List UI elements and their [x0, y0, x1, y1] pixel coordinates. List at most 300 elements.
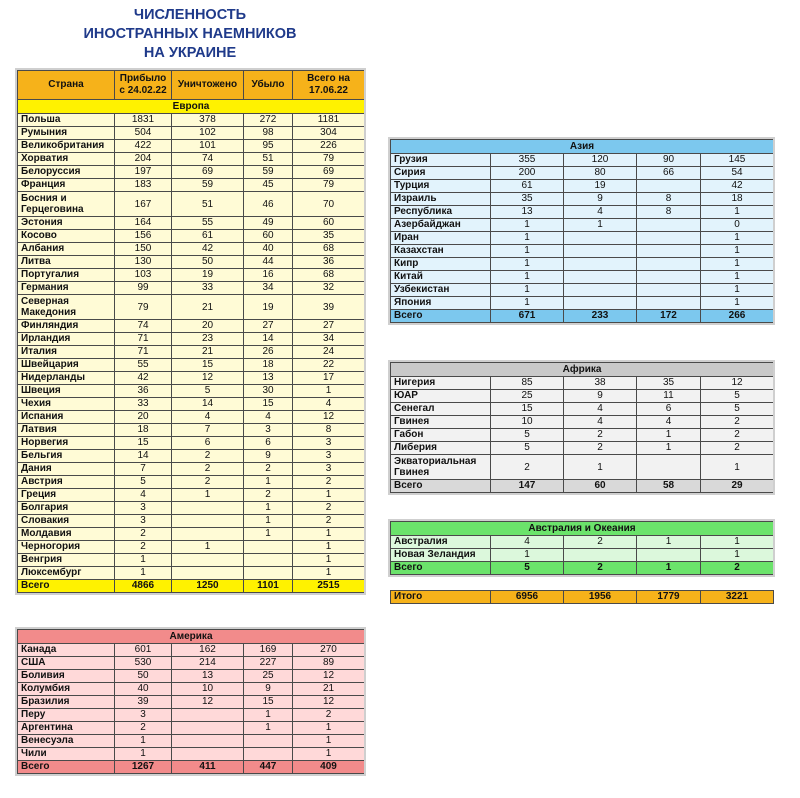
arrived-cell: 1	[491, 549, 564, 562]
arrived-cell: 2	[115, 722, 172, 735]
destroyed-cell: 214	[172, 657, 244, 670]
arrived-cell: 7	[115, 463, 172, 476]
country-cell: Бразилия	[18, 696, 115, 709]
country-cell: Нидерланды	[18, 372, 115, 385]
left-cell: 40	[244, 243, 293, 256]
total-cell: 0	[701, 219, 774, 232]
left-cell: 272	[244, 114, 293, 127]
total-cell: 1	[701, 245, 774, 258]
country-cell: Дания	[18, 463, 115, 476]
africa-table	[390, 362, 774, 493]
left-cell: 169	[244, 644, 293, 657]
table-row	[18, 385, 365, 398]
destroyed-cell: 6	[172, 437, 244, 450]
destroyed-cell: 19	[172, 269, 244, 282]
destroyed-cell: 4	[564, 206, 637, 219]
country-cell: Молдавия	[18, 528, 115, 541]
left-cell: 45	[244, 179, 293, 192]
left-cell: 44	[244, 256, 293, 269]
destroyed-cell: 2	[564, 536, 637, 549]
arrived-cell: 5	[491, 562, 564, 575]
table-row	[18, 502, 365, 515]
arrived-cell: 10	[491, 416, 564, 429]
total-cell: 1	[701, 297, 774, 310]
arrived-cell: 671	[491, 310, 564, 323]
title-line-3: НА УКРАИНЕ	[143, 45, 237, 61]
section-header	[391, 140, 774, 154]
destroyed-cell: 80	[564, 167, 637, 180]
destroyed-cell: 9	[564, 193, 637, 206]
destroyed-cell	[172, 735, 244, 748]
arrived-cell: 20	[115, 411, 172, 424]
arrived-cell: 50	[115, 670, 172, 683]
section-header	[18, 100, 365, 114]
arrived-cell: 71	[115, 333, 172, 346]
country-cell: Франция	[18, 179, 115, 192]
total-cell: 1	[293, 554, 365, 567]
left-cell	[637, 297, 701, 310]
table-row	[18, 528, 365, 541]
country-cell: Аргентина	[18, 722, 115, 735]
country-cell: Всего	[391, 310, 491, 323]
destroyed-cell: 233	[564, 310, 637, 323]
table-row	[18, 411, 365, 424]
grand-total-table	[390, 590, 774, 604]
left-cell: 4	[244, 411, 293, 424]
table-row	[18, 243, 365, 256]
country-cell: Китай	[391, 271, 491, 284]
country-cell: Канада	[18, 644, 115, 657]
total-row	[18, 580, 365, 593]
country-cell: Италия	[18, 346, 115, 359]
left-cell: 59	[244, 166, 293, 179]
left-cell: 8	[637, 206, 701, 219]
destroyed-cell: 2	[564, 429, 637, 442]
total-cell: 266	[701, 310, 774, 323]
country-cell: Итого	[391, 591, 491, 604]
destroyed-cell: 42	[172, 243, 244, 256]
country-cell: Нигерия	[391, 377, 491, 390]
section-header	[18, 630, 365, 644]
arrived-cell: 14	[115, 450, 172, 463]
arrived-cell: 2	[491, 455, 564, 480]
left-cell: 18	[244, 359, 293, 372]
country-cell: Экваториальная Гвинея	[391, 455, 491, 480]
table-row	[18, 295, 365, 320]
left-cell	[244, 554, 293, 567]
section-title: Азия	[391, 140, 774, 154]
total-cell: 5	[701, 403, 774, 416]
destroyed-cell: 10	[172, 683, 244, 696]
total-cell: 145	[701, 154, 774, 167]
table-row	[391, 536, 774, 549]
total-cell: 304	[293, 127, 365, 140]
left-cell: 2	[244, 463, 293, 476]
arrived-cell: 1	[491, 284, 564, 297]
total-cell: 1	[701, 455, 774, 480]
destroyed-cell: 1	[564, 455, 637, 480]
left-cell: 8	[637, 193, 701, 206]
total-cell: 3	[293, 450, 365, 463]
total-cell: 60	[293, 217, 365, 230]
left-cell: 35	[637, 377, 701, 390]
table-row	[391, 271, 774, 284]
total-cell: 79	[293, 179, 365, 192]
arrived-cell: 504	[115, 127, 172, 140]
destroyed-cell: 1250	[172, 580, 244, 593]
total-cell: 68	[293, 269, 365, 282]
destroyed-cell: 378	[172, 114, 244, 127]
total-cell: 1	[293, 567, 365, 580]
country-cell: Бельгия	[18, 450, 115, 463]
destroyed-cell: 20	[172, 320, 244, 333]
country-cell: Косово	[18, 230, 115, 243]
destroyed-cell	[172, 722, 244, 735]
total-cell: 70	[293, 192, 365, 217]
table-row	[18, 748, 365, 761]
table-row	[391, 455, 774, 480]
table-row	[18, 722, 365, 735]
arrived-cell: 1	[491, 258, 564, 271]
table-row	[391, 219, 774, 232]
left-cell: 6	[244, 437, 293, 450]
table-row	[391, 297, 774, 310]
total-cell: 226	[293, 140, 365, 153]
total-cell: 1	[701, 536, 774, 549]
left-cell: 30	[244, 385, 293, 398]
table-row	[18, 567, 365, 580]
total-cell: 2	[701, 429, 774, 442]
total-cell: 1	[293, 541, 365, 554]
country-cell: Польша	[18, 114, 115, 127]
destroyed-cell: 2	[172, 450, 244, 463]
total-cell: 54	[701, 167, 774, 180]
table-row	[18, 217, 365, 230]
destroyed-cell: 411	[172, 761, 244, 774]
destroyed-cell: 4	[564, 416, 637, 429]
country-cell: Новая Зеландия	[391, 549, 491, 562]
left-cell: 1	[244, 515, 293, 528]
table-row	[18, 114, 365, 127]
total-cell: 3221	[701, 591, 774, 604]
arrived-cell: 355	[491, 154, 564, 167]
total-cell: 1	[701, 232, 774, 245]
destroyed-cell: 23	[172, 333, 244, 346]
header-country: Страна	[18, 71, 115, 100]
left-cell	[244, 735, 293, 748]
country-cell: Грузия	[391, 154, 491, 167]
arrived-cell: 15	[491, 403, 564, 416]
left-cell	[244, 567, 293, 580]
left-cell: 1	[244, 502, 293, 515]
total-cell: 8	[293, 424, 365, 437]
table-row	[391, 167, 774, 180]
arrived-cell: 183	[115, 179, 172, 192]
section-title: Европа	[18, 100, 365, 114]
table-row	[391, 258, 774, 271]
page-title	[60, 6, 320, 63]
left-cell: 15	[244, 696, 293, 709]
country-cell: Иран	[391, 232, 491, 245]
asia-block	[390, 139, 773, 323]
america-block	[17, 629, 364, 774]
destroyed-cell: 12	[172, 372, 244, 385]
table-row	[18, 359, 365, 372]
destroyed-cell: 60	[564, 480, 637, 493]
country-cell: Колумбия	[18, 683, 115, 696]
country-cell: Испания	[18, 411, 115, 424]
table-row	[391, 193, 774, 206]
destroyed-cell	[564, 258, 637, 271]
arrived-cell: 5	[491, 442, 564, 455]
total-cell: 4	[293, 398, 365, 411]
arrived-cell: 204	[115, 153, 172, 166]
destroyed-cell: 19	[564, 180, 637, 193]
arrived-cell: 4866	[115, 580, 172, 593]
left-cell: 172	[637, 310, 701, 323]
country-cell: Либерия	[391, 442, 491, 455]
country-cell: Республика	[391, 206, 491, 219]
destroyed-cell	[564, 245, 637, 258]
destroyed-cell: 51	[172, 192, 244, 217]
arrived-cell: 1	[115, 554, 172, 567]
total-cell: 1	[701, 284, 774, 297]
left-cell: 1	[637, 429, 701, 442]
arrived-cell: 1	[115, 735, 172, 748]
arrived-cell: 601	[115, 644, 172, 657]
africa-block	[390, 362, 773, 493]
left-cell: 3	[244, 424, 293, 437]
left-cell: 9	[244, 450, 293, 463]
section-title: Австралия и Океания	[391, 522, 774, 536]
country-cell: США	[18, 657, 115, 670]
total-cell: 12	[701, 377, 774, 390]
country-cell: Сенегал	[391, 403, 491, 416]
total-cell: 1	[293, 735, 365, 748]
table-row	[391, 403, 774, 416]
left-cell: 1	[244, 476, 293, 489]
destroyed-cell: 2	[172, 463, 244, 476]
destroyed-cell: 12	[172, 696, 244, 709]
total-cell: 2515	[293, 580, 365, 593]
total-cell: 2	[293, 502, 365, 515]
left-cell	[637, 180, 701, 193]
arrived-cell: 71	[115, 346, 172, 359]
destroyed-cell: 14	[172, 398, 244, 411]
left-cell	[637, 245, 701, 258]
country-cell: ЮАР	[391, 390, 491, 403]
left-cell: 227	[244, 657, 293, 670]
table-row	[18, 735, 365, 748]
destroyed-cell	[564, 271, 637, 284]
table-row	[18, 657, 365, 670]
country-cell: Финляндия	[18, 320, 115, 333]
table-row	[391, 429, 774, 442]
total-cell: 18	[701, 193, 774, 206]
arrived-cell: 422	[115, 140, 172, 153]
europe-table	[17, 70, 365, 593]
total-cell: 1181	[293, 114, 365, 127]
left-cell: 51	[244, 153, 293, 166]
left-cell: 447	[244, 761, 293, 774]
country-cell: Болгария	[18, 502, 115, 515]
total-cell: 1	[701, 258, 774, 271]
country-cell: Сирия	[391, 167, 491, 180]
arrived-cell: 2	[115, 541, 172, 554]
table-row	[18, 372, 365, 385]
country-cell: Босния и Герцеговина	[18, 192, 115, 217]
destroyed-cell: 120	[564, 154, 637, 167]
total-cell: 2	[293, 709, 365, 722]
country-cell: Всего	[18, 761, 115, 774]
table-row	[18, 554, 365, 567]
title-line-1: ЧИСЛЕННОСТЬ	[133, 7, 247, 23]
total-cell: 12	[293, 411, 365, 424]
country-cell: Швеция	[18, 385, 115, 398]
country-cell: Габон	[391, 429, 491, 442]
country-cell: Северная Македония	[18, 295, 115, 320]
destroyed-cell: 50	[172, 256, 244, 269]
table-row	[18, 192, 365, 217]
total-row	[391, 480, 774, 493]
left-cell	[637, 258, 701, 271]
left-cell: 19	[244, 295, 293, 320]
total-cell: 1	[293, 748, 365, 761]
arrived-cell: 25	[491, 390, 564, 403]
arrived-cell: 15	[115, 437, 172, 450]
country-cell: Всего	[391, 480, 491, 493]
table-row	[391, 390, 774, 403]
table-row	[391, 206, 774, 219]
table-row	[18, 269, 365, 282]
arrived-cell: 3	[115, 502, 172, 515]
arrived-cell: 167	[115, 192, 172, 217]
country-cell: Люксембург	[18, 567, 115, 580]
table-row	[391, 416, 774, 429]
destroyed-cell: 5	[172, 385, 244, 398]
destroyed-cell: 2	[172, 476, 244, 489]
total-cell: 270	[293, 644, 365, 657]
section-header	[391, 363, 774, 377]
country-cell: Чили	[18, 748, 115, 761]
total-cell: 89	[293, 657, 365, 670]
left-cell: 14	[244, 333, 293, 346]
destroyed-cell	[172, 515, 244, 528]
oceania-table	[390, 521, 774, 575]
destroyed-cell: 2	[564, 562, 637, 575]
total-cell: 35	[293, 230, 365, 243]
table-row	[18, 437, 365, 450]
table-row	[18, 515, 365, 528]
total-cell: 2	[293, 515, 365, 528]
table-row	[18, 683, 365, 696]
destroyed-cell	[564, 232, 637, 245]
total-cell: 69	[293, 166, 365, 179]
table-row	[391, 377, 774, 390]
grand-total-row	[391, 591, 774, 604]
country-cell: Латвия	[18, 424, 115, 437]
table-row	[18, 166, 365, 179]
left-cell: 6	[637, 403, 701, 416]
destroyed-cell	[564, 549, 637, 562]
total-cell: 1	[701, 206, 774, 219]
total-cell: 17	[293, 372, 365, 385]
left-cell	[637, 284, 701, 297]
table-row	[391, 442, 774, 455]
country-cell: Узбекистан	[391, 284, 491, 297]
country-cell: Албания	[18, 243, 115, 256]
left-cell: 15	[244, 398, 293, 411]
destroyed-cell: 102	[172, 127, 244, 140]
total-cell: 32	[293, 282, 365, 295]
total-cell: 39	[293, 295, 365, 320]
header-left: Убыло	[244, 71, 293, 100]
country-cell: Япония	[391, 297, 491, 310]
country-cell: Австралия	[391, 536, 491, 549]
destroyed-cell: 38	[564, 377, 637, 390]
arrived-cell: 1	[491, 271, 564, 284]
destroyed-cell: 69	[172, 166, 244, 179]
destroyed-cell	[172, 748, 244, 761]
country-cell: Австрия	[18, 476, 115, 489]
table-row	[18, 153, 365, 166]
arrived-cell: 103	[115, 269, 172, 282]
arrived-cell: 147	[491, 480, 564, 493]
total-cell: 1	[701, 549, 774, 562]
header-row	[18, 71, 365, 100]
table-row	[18, 424, 365, 437]
destroyed-cell: 15	[172, 359, 244, 372]
country-cell: Казахстан	[391, 245, 491, 258]
arrived-cell: 5	[491, 429, 564, 442]
total-cell: 68	[293, 243, 365, 256]
total-cell: 2	[701, 442, 774, 455]
left-cell: 25	[244, 670, 293, 683]
arrived-cell: 200	[491, 167, 564, 180]
table-row	[18, 541, 365, 554]
total-cell: 42	[701, 180, 774, 193]
destroyed-cell	[172, 528, 244, 541]
table-row	[18, 644, 365, 657]
left-cell: 26	[244, 346, 293, 359]
country-cell: Ирландия	[18, 333, 115, 346]
arrived-cell: 1267	[115, 761, 172, 774]
table-row	[18, 127, 365, 140]
country-cell: Хорватия	[18, 153, 115, 166]
country-cell: Боливия	[18, 670, 115, 683]
arrived-cell: 1	[491, 297, 564, 310]
total-cell: 22	[293, 359, 365, 372]
arrived-cell: 530	[115, 657, 172, 670]
left-cell: 34	[244, 282, 293, 295]
arrived-cell: 33	[115, 398, 172, 411]
country-cell: Швейцария	[18, 359, 115, 372]
destroyed-cell: 33	[172, 282, 244, 295]
destroyed-cell	[564, 297, 637, 310]
left-cell: 9	[244, 683, 293, 696]
left-cell: 1	[244, 528, 293, 541]
destroyed-cell: 21	[172, 346, 244, 359]
destroyed-cell: 1	[564, 219, 637, 232]
left-cell	[637, 219, 701, 232]
destroyed-cell: 59	[172, 179, 244, 192]
total-cell: 21	[293, 683, 365, 696]
left-cell	[244, 541, 293, 554]
table-row	[391, 549, 774, 562]
country-cell: Венесуэла	[18, 735, 115, 748]
arrived-cell: 1	[115, 567, 172, 580]
arrived-cell: 1	[491, 232, 564, 245]
